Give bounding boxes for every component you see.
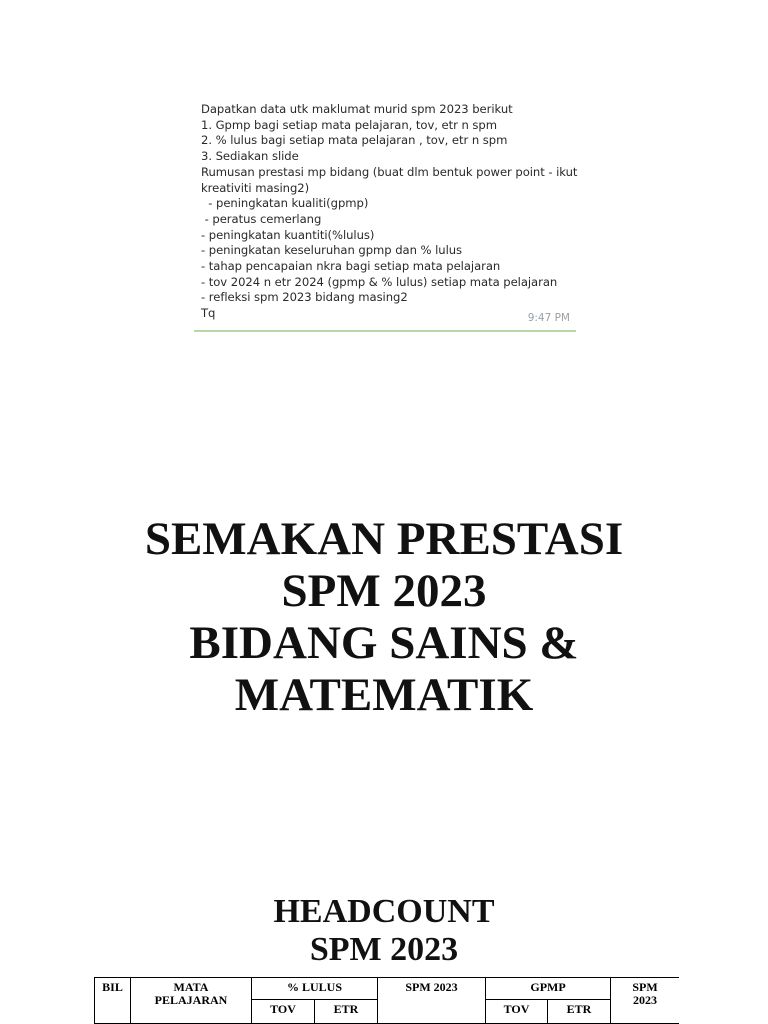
- chat-line: Rumusan prestasi mp bidang (buat dlm bentuk power point - ikut: [201, 164, 578, 179]
- chat-line: Tq: [201, 306, 216, 321]
- title-line: SEMAKAN PRESTASI: [144, 513, 624, 565]
- col-header-lulus: % LULUS: [252, 978, 378, 1000]
- chat-line: 1. Gpmp bagi setiap mata pelajaran, tov, etr n spm: [201, 117, 497, 132]
- title-line: MATEMATIK: [234, 669, 534, 721]
- headcount-table: [94, 977, 679, 1024]
- title-line: SPM 2023: [281, 565, 487, 617]
- chat-line: 3. Sediakan slide: [201, 149, 299, 164]
- chat-line: - refleksi spm 2023 bidang masing2: [201, 290, 408, 305]
- chat-line: - peningkatan keseluruhan gpmp dan % lulus: [201, 243, 463, 258]
- document-title: [0, 513, 768, 721]
- chat-line: - peningkatan kuantiti(%lulus): [201, 227, 375, 242]
- col-header-bil: BIL: [95, 978, 131, 1024]
- title-line: BIDANG SAINS &: [189, 617, 579, 669]
- col-header-gpmp: GPMP: [486, 978, 611, 1000]
- chat-line: kreativiti masing2): [201, 180, 310, 195]
- col-header-spm-2023-gpmp: [611, 978, 679, 1024]
- headcount-line: HEADCOUNT: [273, 893, 495, 930]
- col-header-tov-lulus: TOV: [252, 1000, 315, 1024]
- chat-line: Dapatkan data utk maklumat murid spm 2023 berikut: [201, 102, 513, 116]
- headcount-heading: [0, 893, 768, 969]
- col-header-etr-gpmp: ETR: [548, 1000, 611, 1024]
- chat-line: - peratus cemerlang: [201, 211, 322, 226]
- col-header-spm-line: 2023: [633, 993, 658, 1007]
- chat-message-bubble: [194, 98, 576, 332]
- col-header-spm-2023: SPM 2023: [378, 978, 486, 1024]
- col-header-mata-pelajaran-line: MATA: [173, 980, 209, 994]
- chat-line: - tov 2024 n etr 2024 (gpmp & % lulus) setiap mata pelajaran: [201, 274, 558, 289]
- chat-line: - peningkatan kualiti(gpmp): [201, 196, 369, 211]
- col-header-mata-pelajaran-line: PELAJARAN: [154, 993, 228, 1007]
- headcount-line: SPM 2023: [309, 931, 459, 968]
- chat-message-text: [201, 102, 578, 322]
- chat-line: 2. % lulus bagi setiap mata pelajaran , tov, etr n spm: [201, 133, 508, 148]
- col-header-etr-lulus: ETR: [315, 1000, 378, 1024]
- col-header-spm-line: SPM: [632, 980, 658, 994]
- col-header-mata-pelajaran: [131, 978, 252, 1024]
- chat-line: - tahap pencapaian nkra bagi setiap mata pelajaran: [201, 259, 501, 274]
- col-header-tov-gpmp: TOV: [486, 1000, 548, 1024]
- message-timestamp: 9:47 PM: [527, 312, 570, 324]
